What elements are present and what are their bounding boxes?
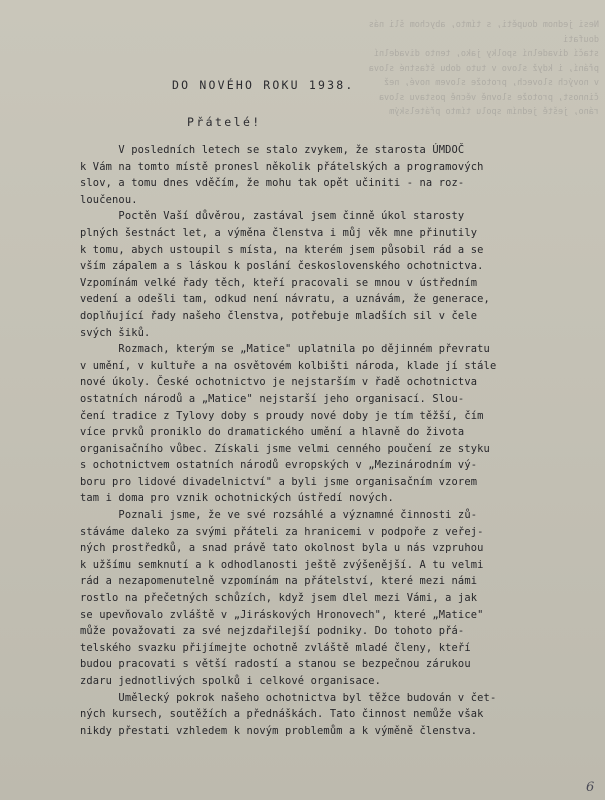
body-line: stáváme daleko za svými přáteli za hranicemi v podpoře z veřej- [80, 525, 484, 538]
body-line: nové úkoly. České ochotnictvo je nejstarším v řadě ochotnictva [80, 376, 478, 389]
body-line: boru pro lidové divadelnictví" a byli jsme organisačním vzorem [80, 475, 478, 488]
body-line: Rozmach, kterým se „Matice" uplatnila po dějinném převratu [80, 343, 490, 356]
body-line: vedení a odešli tam, odkud není návratu, a uznávám, že generace, [80, 293, 490, 306]
body-line: k tomu, abych ustoupil s místa, na kterém jsem působil rád a se [80, 243, 484, 256]
body-line: Poctěn Vaší důvěrou, zastával jsem činně úkol starosty [80, 210, 465, 223]
body-line: rostlo na přečetných schůzích, když jsem dlel mezi Vámi, a jak [80, 592, 478, 605]
body-line: ných kursech, soutěžích a přednáškách. Tato činnost nemůže však [80, 708, 484, 721]
body-line: v umění, v kultuře a na osvětovém kolbišti národa, klade jí stále [80, 359, 497, 372]
body-line: telského svazku přijímejte ochotně zvláště mladé členy, kteří [80, 641, 471, 654]
body-line: ostatních národů a „Matice" nejstarší jeho organisací. Slou- [80, 392, 465, 405]
body-line: s ochotnictvem ostatních národů evropských v „Mezinárodním vý- [80, 459, 478, 472]
body-line: vším zápalem a s láskou k poslání československého ochotnictva. [80, 260, 484, 273]
body-line: Umělecký pokrok našeho ochotnictva byl těžce budován v čet- [80, 691, 497, 704]
body-line: může považovati za své nejzdařilejší podniky. Do tohoto přá- [80, 625, 465, 638]
body-line: k Vám na tomto místě pronesl několik přátelských a programových [80, 160, 484, 173]
body-line: loučenou. [80, 193, 138, 206]
body-line: svých šiků. [80, 326, 151, 339]
body-line: čení tradice z Tylovy doby s proudy nové doby je tím těžší, čím [80, 409, 484, 422]
body-line: ných prostředků, a snad právě tato okolnost byla u nás vzpruhou [80, 542, 484, 555]
page-number: 6 [586, 780, 595, 795]
letter-body [80, 142, 590, 739]
document-heading: DO NOVÉHO ROKU 1938. [172, 78, 355, 92]
body-line: Vzpomínám velké řady těch, kteří pracovali se mnou v ústředním [80, 276, 478, 289]
body-line: více prvků proniklo do dramatického umění a hlavně do života [80, 426, 465, 439]
greeting: Přátelé! [187, 115, 262, 129]
body-line: organisačního vůbec. Získali jsme velmi cenného poučení ze styku [80, 442, 490, 455]
body-line: se upevňovalo zvláště v „Jiráskových Hronovech", které „Matice" [80, 608, 484, 621]
body-line: budou pracovati s větší radostí a stanou se bezpečnou zárukou [80, 658, 471, 671]
body-line: tam i doma pro vznik ochotnických ústředí nových. [80, 492, 394, 505]
body-line: slov, a tomu dnes vděčím, že mohu tak opět učiniti - na roz- [80, 177, 465, 190]
body-line: k užšímu semknutí a k odhodlanosti ještě zvýšenější. A tu velmi [80, 558, 484, 571]
body-line: zdaru jednotlivých spolků i celkové organisace. [80, 675, 382, 687]
body-line: nikdy přestati vzhledem k novým problemům a k výměně členstva. [80, 724, 478, 737]
body-line: doplňující řady našeho členstva, potřebuje mladších sil v čele [80, 309, 478, 322]
body-line: plných šestnáct let, a výměna členstva i můj věk mne přinutily [80, 226, 478, 239]
body-line: Poznali jsme, že ve své rozsáhlé a významné činnosti zů- [80, 509, 478, 522]
body-line: V posledních letech se stalo zvykem, že starosta ÚMDOČ [80, 144, 465, 156]
bleed-through-text: Nesi jednom doupěti, s tímto, abychom šli nás doufati stačí divadelní spolky jako, tento divadelní přání, i když slovo v tuto dobu šťastné slova v nových slovech, protože slovem nové, než činnost, protože slovně věcně postavu slova ráno, ještě jedním spolu tímto přátelským [368, 20, 599, 117]
body-line: rád a nezapomenutelně vzpomínám na přátelství, které mezi námi [80, 575, 478, 588]
